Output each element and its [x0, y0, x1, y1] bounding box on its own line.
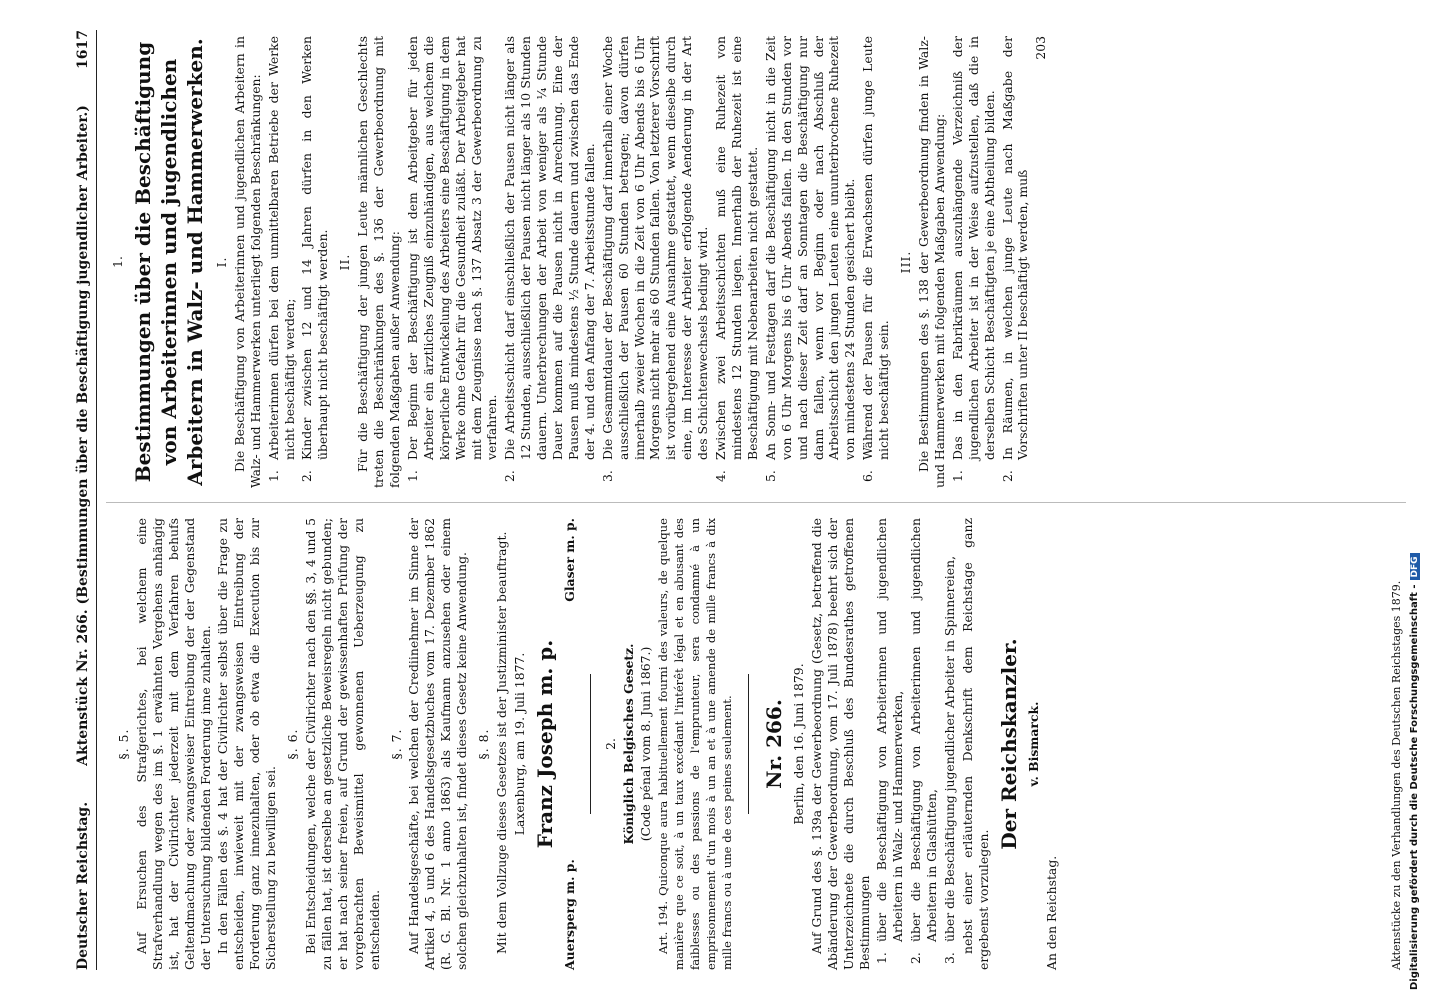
right-column [110, 36, 1051, 488]
belgian-law-title: Königlich Belgisches Gesetz. [620, 643, 636, 845]
column-divider [106, 502, 1406, 503]
list-item: 3.über die Beschäftigung jugendlicher Arbeiter in Spinnereien, [942, 555, 958, 964]
paragraph: Mit dem Vollzuge dieses Gesetzes ist der Justizminister beauftragt. [493, 531, 509, 954]
list-item: 2.Die Arbeitsschicht darf einschließlich der Pausen nicht länger als 12 Stunden, ausschließlich der Pausen nicht länger als 10 Stunden dauern. Unterbrechungen der Arbeit von weniger als ¼ Stunde Dauer kommen auf die Pausen nicht in Anrechnung. Eine der Pausen muß mindestens ½ Stunde dauern und zwischen das Ende der 4. und den Anfang der 7. Arbeitsstunde fallen. [502, 36, 597, 482]
list-item: 2.In Räumen, in welchen junge Leute nach Maßgabe der Vorschriften unter II beschäftigt werden, muß [999, 36, 1031, 482]
part-number: 2. [602, 738, 618, 750]
list-item: 1.Das in den Fabrikräumen auszuhängende Verzeichniß der jugendlichen Arbeiter ist in der Weise aufzustellen, daß die in derselben Schicht Beschäftigten je eine Abtheilung bilden. [949, 36, 997, 482]
header-middle: Aktenstück Nr. 266. (Bestimmungen über die Beschäftigung jugendlicher Arbeiter.) [75, 105, 91, 766]
paragraph: Auf Grund des §. 139a der Gewerbeordnung (Gesetz, betreffend die Abänderung der Gewerbeordnung, vom 17. Juli 1878) beehrt sich der Unterzeichnete die durch Beschluß des Bundesrathes getroffenen Bestimmungen [808, 518, 872, 970]
paragraph: Auf Handelsgeschäfte, bei welchen der Crediinehmer im Sinne der Artikel 4, 5 und 6 des Handelsgesetzbuches vom 17. Dezember 1862 (R. G. Bl. Nr. 1 anno 1863) als Kaufmann anzusehen oder einem solchen gleichzuhalten ist, findet dieses Gesetz keine Anwendung. [406, 518, 470, 970]
paragraph: nebst einer erläuternden Denkschrift dem Reichstage ganz ergebenst vorzulegen. [959, 518, 991, 970]
section-heading: §. 7. [388, 728, 404, 760]
countersignatures [562, 518, 578, 970]
page-number: 1617 [75, 30, 91, 69]
french-article: Art. 194. Quiconque aura habituellement fourni des valeurs, de quelque manière que ce soit, à un taux excédant l'intérêt légal et en abusant des faiblesses ou des passions de l'emprunteur, sera condamné à un emprisonnement d'un mois à un an et à une amende de mille francs à dix mille francs ou à une de ces peines seulement. [656, 518, 734, 970]
place-date: Berlin, den 16. Juni 1879. [790, 663, 806, 825]
document-number: Nr. 266. [761, 699, 786, 789]
dfg-notice: Digitalisierung gefördert durch die Deutsche Forschungsgemeinschaft -DFG [1409, 553, 1420, 990]
section-heading: II. [337, 253, 353, 271]
dfg-sidebar [1397, 0, 1421, 1000]
section-heading: §. 6. [285, 728, 301, 760]
addressee: An den Reichstag. [1043, 855, 1059, 970]
date-line: Laxenburg, am 19. Juli 1877. [511, 652, 527, 836]
chancellor-name: v. Bismarck. [1025, 701, 1041, 787]
separator-rule [748, 674, 749, 814]
list-item: 1.Der Beginn der Beschäftigung ist dem Arbeitgeber für jeden Arbeiter ein ärztliches Zeugniß einzuhändigen, aus welchem die körperliche Entwickelung des Arbeiters eine Beschäftigung in dem Werke ohne Gefahr für die Gesundheit zuläßt. Der Arbeitgeber hat mit dem Zeugnisse nach §. 137 Absatz 3 der Gewerbeordnung zu verfahren. [404, 36, 500, 482]
signature-main: Franz Joseph m. p. [532, 639, 557, 849]
list-item: 1.über die Beschäftigung von Arbeiterinnen und jugendlichen Arbeitern in Walz- und Hammerwerken, [874, 518, 906, 964]
dfg-logo-icon: DFG [1410, 553, 1420, 580]
section-heading: §. 5. [116, 728, 131, 760]
signature-left: Auersperg m. p. [561, 859, 577, 970]
regulations-title: Bestimmungen über die Beschäftigung von Arbeiterinnen und jugendlichen Arbeitern in Walz- und Hammerwerken. [130, 38, 207, 486]
signature-right: Glaser m. p. [561, 518, 577, 602]
rotated-page-content [30, 0, 1430, 1000]
list-item: 6.Während der Pausen für die Erwachsenen dürfen junge Leute nicht beschäftigt sein. [860, 36, 892, 482]
left-column [110, 518, 1062, 970]
list-item: 2.über die Beschäftigung von Arbeiterinnen und jugendlichen Arbeitern in Glashütten, [908, 518, 940, 964]
catchword: 203 [1033, 36, 1049, 60]
chancellor-title: Der Reichskanzler. [996, 638, 1021, 850]
header-left: Deutscher Reichstag. [75, 801, 91, 970]
section-heading: §. 8. [476, 728, 492, 760]
list-item: 1.Arbeiterinnen dürfen bei dem unmittelbaren Betriebe der Werke nicht beschäftigt werden; [265, 36, 297, 482]
paragraph: Bei Entscheidungen, welche der Civilrichter nach den §§. 3, 4 und 5 zu fällen hat, ist derselbe an gesetzliche Beweisregeln nicht gebunden; er hat nach seiner freien, auf Grund der gewissenhaften Prüfung der vorgebrachten Beweismittel gewonnenen Ueberzeugung zu entscheiden. [302, 518, 382, 970]
paragraph: Für die Beschäftigung der jungen Leute männlichen Geschlechts treten die Beschränkungen des §. 136 der Gewerbeordnung mit folgenden Maßgaben außer Anwendung: [355, 36, 402, 488]
page-header [70, 30, 97, 970]
list-item: 2.Kinder zwischen 12 und 14 Jahren dürfen in den Werken überhaupt nicht beschäftigt werden. [299, 36, 331, 482]
paragraph: Die Beschäftigung von Arbeiterinnen und jugendlichen Arbeitern in Walz- und Hammerwerken unterliegt folgenden Beschränkungen: [231, 36, 263, 488]
paragraph: Auf Ersuchen des Strafgerichtes, bei welchem eine Strafverhandlung wegen des im §. 1 erwähnten Vergehens anhängig ist, hat der Civilrichter jederzeit mit dem Verfahren behufs Geltendmachung oder zwangsweiser Eintreibung der der Gegenstand der Untersuchung bildenden Forderung inne zuhalten. [133, 518, 213, 970]
footer-text: Aktenstücke zu den Verhandlungen des Deutschen Reichstages 1879. [1390, 580, 1403, 970]
list-item: 4.Zwischen zwei Arbeitsschichten muß eine Ruhezeit von mindestens 12 Stunden liegen. Innerhalb der Ruhezeit ist eine Beschäftigung mit Nebenarbeiten nicht gestattet. [713, 36, 760, 482]
list-item: 3.Die Gesammtdauer der Beschäftigung darf innerhalb einer Woche ausschließlich der Pausen 60 Stunden betragen; davon dürfen innerhalb zweier Wochen in die Zeit von 6 Uhr Abends bis 6 Uhr Morgens nicht mehr als 60 Stunden fallen. Von letzterer Vorschrift ist vorübergehend eine Ausnahme gestattet, wenn dieselbe durch eine, im Interesse der Arbeiter erfolgende Aenderung in der Art des Schichtenwechsels bedingt wird. [599, 36, 711, 482]
paragraph: Die Bestimmungen des §. 138 der Gewerbeordnung finden in Walz- und Hammerwerken mit folgenden Maßgaben Anwendung: [915, 36, 947, 488]
paragraph: In den Fällen des §. 4 hat der Civilrichter selbst über die Frage zu entscheiden, inwieweit mit der zwangsweisen Eintreibung der Forderung ganz innezuhalten, oder ob etwa die Execution bis zur Sicherstellung zu bewilligen sei. [215, 518, 279, 970]
section-heading: III. [898, 250, 914, 274]
list-item: 5.An Sonn- und Festtagen darf die Beschäftigung nicht in die Zeit von 6 Uhr Morgens bis 6 Uhr Abends fallen. In den Stunden vor und nach dieser Zeit darf an Sonntagen die Beschäftigung nur dann fallen, wenn vor Beginn oder nach Abschluß der Arbeitsschicht den jungen Leuten eine ununterbrochene Ruhezeit von mindestens 24 Stunden gesichert bleibt. [762, 36, 858, 482]
separator-rule [590, 674, 591, 814]
belgian-law-subtitle: (Code pénal vom 8. Juni 1867.) [638, 646, 654, 842]
section-heading: I. [213, 256, 229, 268]
part-number: 1. [110, 256, 125, 268]
